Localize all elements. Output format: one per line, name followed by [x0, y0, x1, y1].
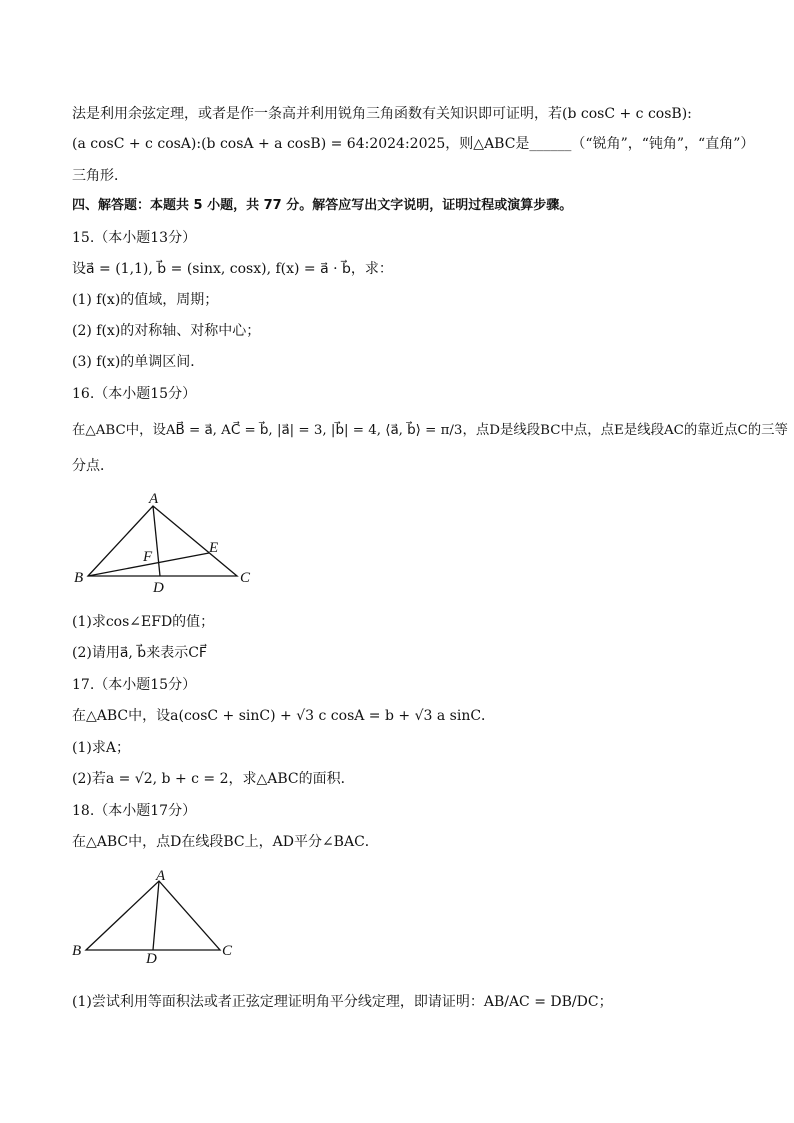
triangle-figure-16	[72, 488, 262, 598]
problem-15-part-1: (1) f(x)的值域，周期；	[72, 292, 219, 308]
text-line-3: 三角形．	[72, 168, 128, 184]
label-B: B	[74, 570, 84, 586]
label-A: A	[156, 868, 166, 884]
label-D: D	[153, 580, 164, 596]
problem-18-part-1: (1)尝试利用等面积法或者正弦定理证明角平分线定理，即请证明：AB/AC = DB/DC；	[72, 994, 613, 1010]
label-D: D	[146, 951, 157, 966]
problem-17-header: 17.（本小题15分）	[72, 677, 197, 693]
label-E: E	[209, 540, 219, 556]
label-C: C	[222, 943, 233, 959]
label-A: A	[149, 491, 159, 507]
problem-18-header: 18.（本小题17分）	[72, 803, 197, 819]
text-line-2: (a cosC + c cosA):(b cosA + a cosB) = 64:2024:2025，则△ABC是______（“锐角”，“钝角”，“直角”）	[72, 136, 755, 152]
label-C: C	[240, 570, 251, 586]
problem-16-part-2: (2)请用a⃗, b⃗来表示CF⃗	[72, 645, 207, 661]
problem-16-part-1: (1)求cos∠EFD的值；	[72, 614, 215, 630]
problem-15-header: 15.（本小题13分）	[72, 230, 197, 246]
problem-15-part-2: (2) f(x)的对称轴、对称中心；	[72, 323, 261, 339]
problem-15-part-3: (3) f(x)的单调区间．	[72, 354, 205, 370]
problem-16-statement-cont: 分点．	[72, 458, 114, 474]
problem-16-header: 16.（本小题15分）	[72, 386, 197, 402]
problem-18-statement: 在△ABC中，点D在线段BC上，AD平分∠BAC．	[72, 834, 379, 850]
problem-15-statement: 设a⃗ = (1,1), b⃗ = (sinx, cosx), f(x) = a⃗ · b⃗，求：	[72, 261, 393, 277]
problem-17-part-1: (1)求A；	[72, 740, 130, 756]
label-B: B	[72, 943, 82, 959]
triangle-figure-18	[72, 866, 247, 966]
problem-17-statement: 在△ABC中，设a(cosC + sinC) + √3 c cosA = b + √3 a sinC．	[72, 708, 496, 724]
text-line-1: 法是利用余弦定理，或者是作一条高并利用锐角三角函数有关知识即可证明，若(b cosC + c cosB):	[72, 106, 692, 122]
section-heading: 四、解答题：本题共 5 小题，共 77 分。解答应写出文字说明，证明过程或演算步骤。	[72, 198, 573, 213]
label-F: F	[143, 549, 153, 565]
problem-16-statement: 在△ABC中，设AB⃗ = a⃗, AC⃗ = b⃗, |a⃗| = 3, |b⃗| = 4, ⟨a⃗, b⃗⟩ = π/3，点D是线段BC中点，点E是线段AC的靠近点C的三等	[72, 423, 788, 438]
problem-17-part-2: (2)若a = √2, b + c = 2，求△ABC的面积．	[72, 771, 355, 787]
